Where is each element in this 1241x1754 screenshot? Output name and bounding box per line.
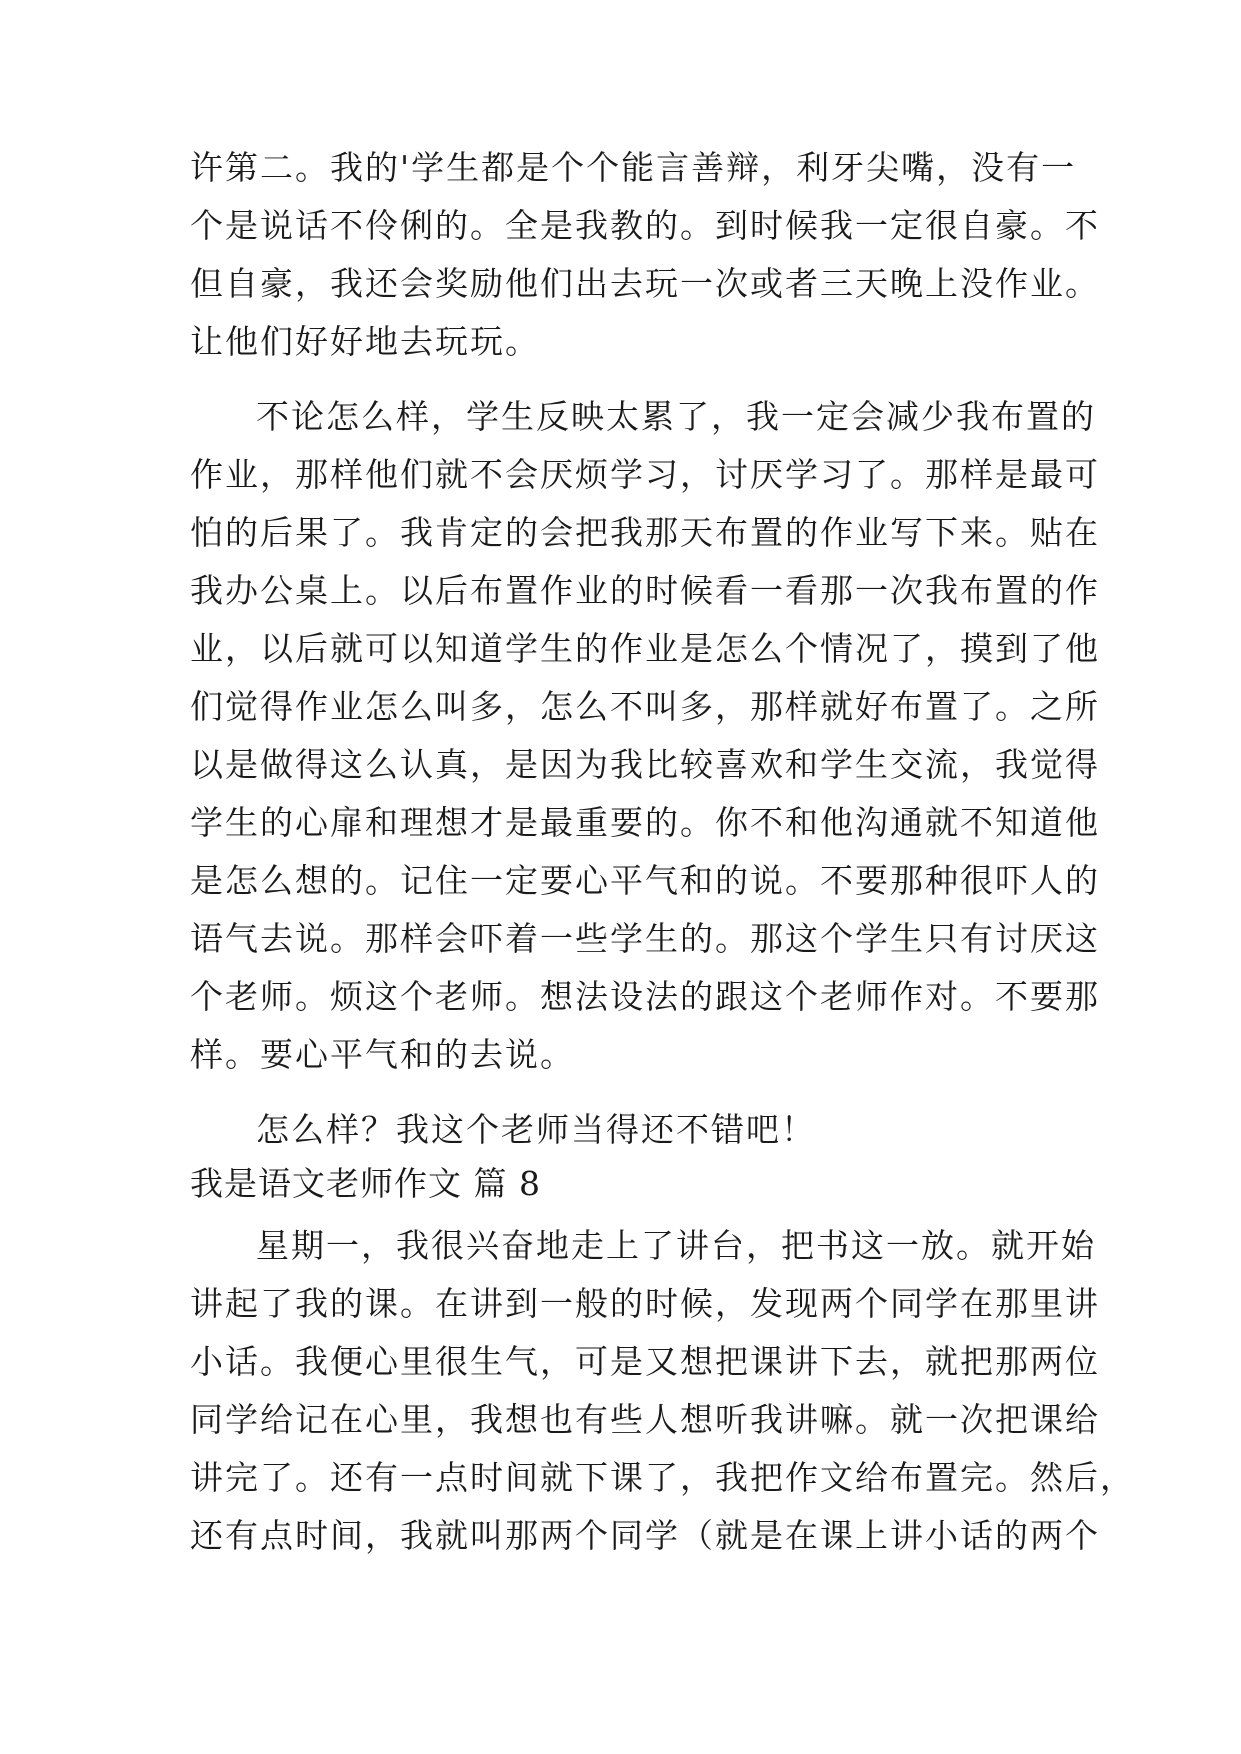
text-line: 业，以后就可以知道学生的作业是怎么个情况了，摸到了他 bbox=[190, 629, 1100, 668]
text-line: 个是说话不伶俐的。全是我教的。到时候我一定很自豪。不 bbox=[190, 206, 1100, 245]
text-line: 但自豪，我还会奖励他们出去玩一次或者三天晚上没作业。 bbox=[190, 264, 1100, 303]
text-line: 还有点时间，我就叫那两个同学（就是在课上讲小话的两个 bbox=[190, 1516, 1100, 1555]
text-line: 以是做得这么认真，是因为我比较喜欢和学生交流，我觉得 bbox=[190, 745, 1100, 784]
section-heading: 我是语文老师作文 篇 8 bbox=[190, 1164, 541, 1203]
text-line: 怕的后果了。我肯定的会把我那天布置的作业写下来。贴在 bbox=[190, 513, 1100, 552]
paragraph-first-line: 星期一，我很兴奋地走上了讲台，把书这一放。就开始 bbox=[256, 1226, 1096, 1265]
paragraph-first-line: 不论怎么样，学生反映太累了，我一定会减少我布置的 bbox=[256, 397, 1096, 436]
text-line: 我办公桌上。以后布置作业的时候看一看那一次我布置的作 bbox=[190, 571, 1100, 610]
paragraph-first-line: 怎么样？我这个老师当得还不错吧！ bbox=[256, 1110, 816, 1149]
text-line: 语气去说。那样会吓着一些学生的。那这个学生只有讨厌这 bbox=[190, 919, 1100, 958]
text-line: 是怎么想的。记住一定要心平气和的说。不要那种很吓人的 bbox=[190, 861, 1100, 900]
text-line: 们觉得作业怎么叫多，怎么不叫多，那样就好布置了。之所 bbox=[190, 687, 1100, 726]
text-line: 让他们好好地去玩玩。 bbox=[190, 322, 540, 361]
text-line: 小话。我便心里很生气，可是又想把课讲下去，就把那两位 bbox=[190, 1342, 1100, 1381]
text-line: 学生的心扉和理想才是最重要的。你不和他沟通就不知道他 bbox=[190, 803, 1100, 842]
text-line: 讲完了。还有一点时间就下课了，我把作文给布置完。然后， bbox=[190, 1458, 1135, 1497]
text-line: 许第二。我的'学生都是个个能言善辩，利牙尖嘴，没有一 bbox=[190, 148, 1077, 187]
text-line: 样。要心平气和的去说。 bbox=[190, 1035, 575, 1074]
text-line: 同学给记在心里，我想也有些人想听我讲嘛。就一次把课给 bbox=[190, 1400, 1100, 1439]
text-line: 个老师。烦这个老师。想法设法的跟这个老师作对。不要那 bbox=[190, 977, 1100, 1016]
text-line: 讲起了我的课。在讲到一般的时候，发现两个同学在那里讲 bbox=[190, 1284, 1100, 1323]
text-line: 作业，那样他们就不会厌烦学习，讨厌学习了。那样是最可 bbox=[190, 455, 1100, 494]
